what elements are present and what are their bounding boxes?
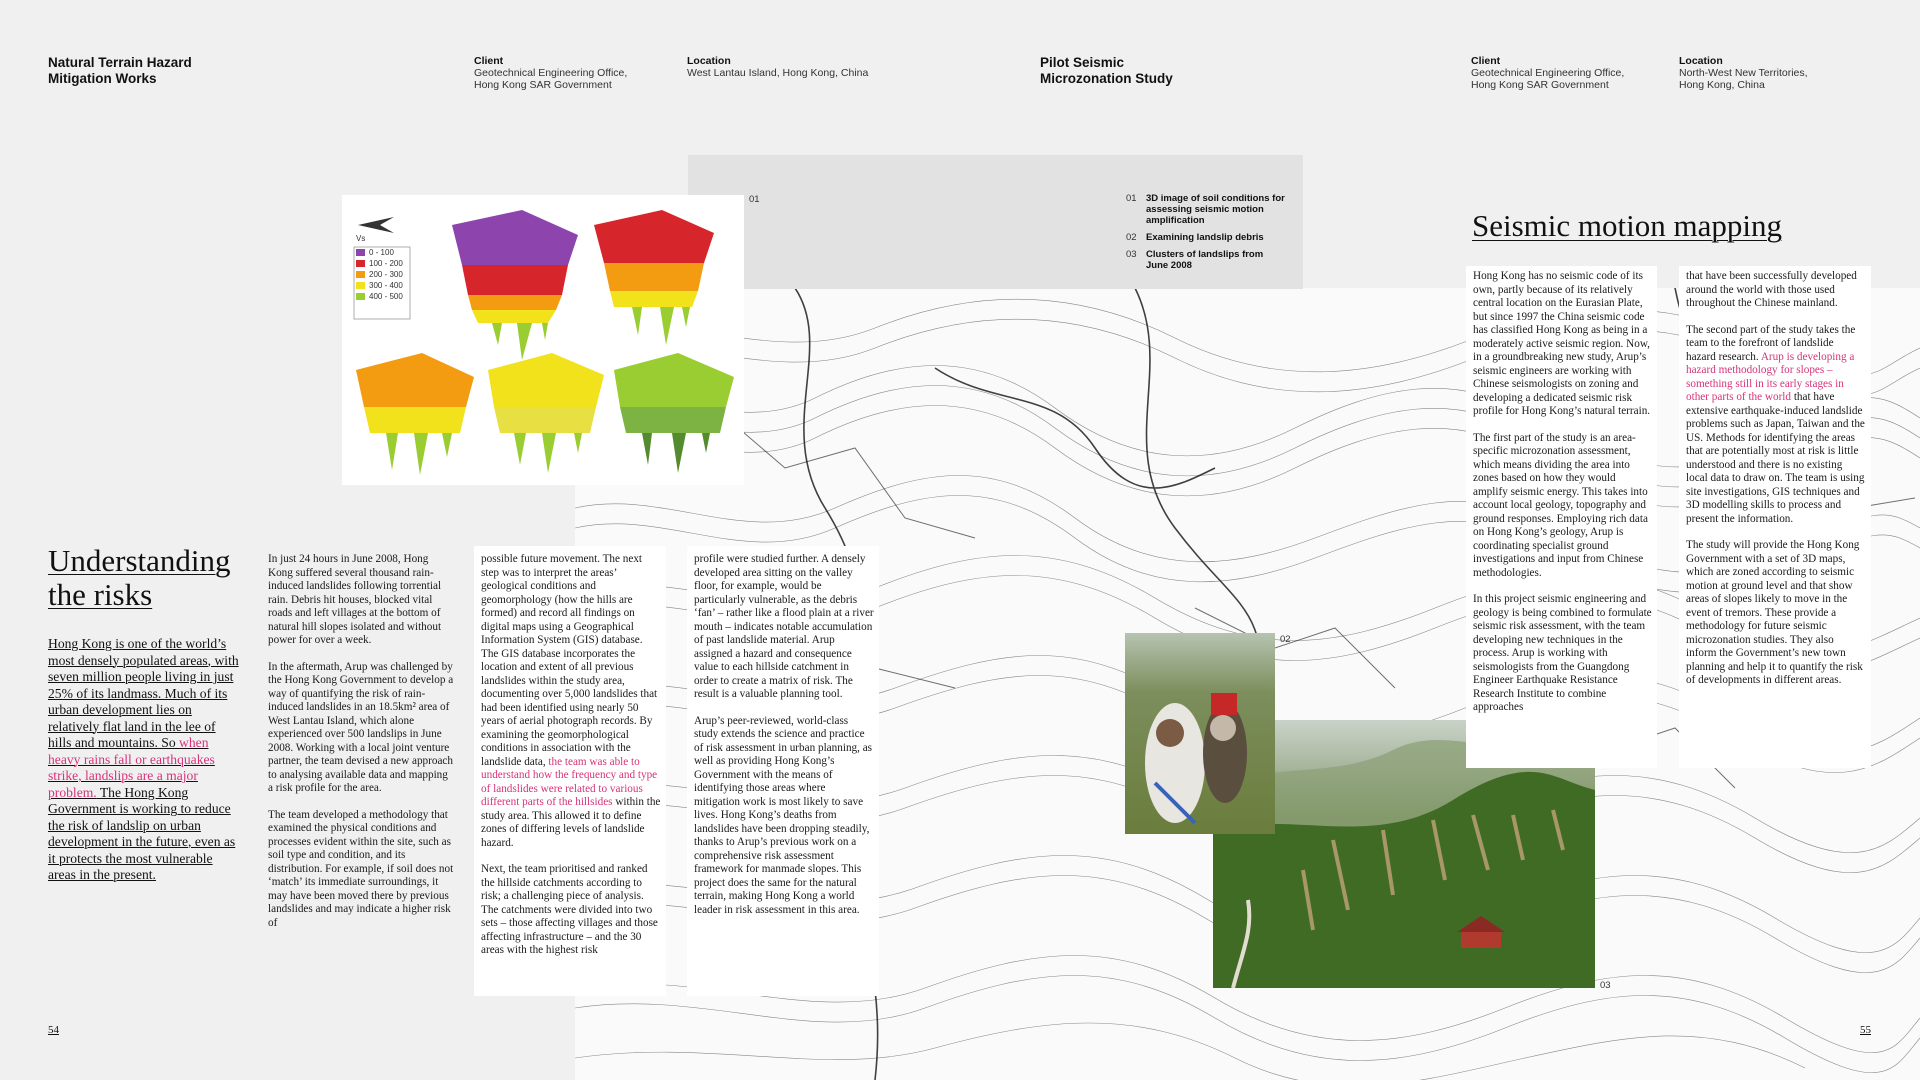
soil-3d-figure [342, 195, 744, 485]
body-paragraph: Hong Kong has no seismic code of its own, partly because of its relatively central location on the Eurasian Plate, but since 1997 the China seismic code has classified Hong Kong as being in a moderately active seismic region. Now, in a groundbreaking new study, Arup’s seismic engineers are working with Chinese seismologists on zoning and developing a dedicated seismic risk profile for Hong Kong’s natural terrain. [1473, 270, 1651, 417]
figure-marker-03: 03 [1600, 980, 1611, 991]
right-client-block [1471, 55, 1624, 91]
body-paragraph: In just 24 hours in June 2008, Hong Kong suffered several thousand rain-induced landslides following torrential rain. Debris hit houses, blocked vital roads and left villages at the bottom of natural hill slopes isolated and without power for over a week. [268, 553, 442, 646]
page-number-left: 54 [48, 1024, 59, 1036]
caption-number: 03 [1126, 249, 1137, 260]
figure-marker-02: 02 [1280, 634, 1291, 645]
intro-text: Hong Kong is one of the world’s most densely populated areas, with seven million people living in just 25% of its landmass. Much of its urban development lies on relatively flat land in the lee of hills and mountains. So [48, 636, 239, 750]
legend-label: 200 - 300 [369, 270, 403, 279]
body-paragraph: Arup’s peer-reviewed, world-class study extends the science and practice of risk assessment in urban planning, as well as providing Hong Kong’s Government with the means of identifying those areas where mitigation work is most likely to save lives. Hong Kong’s deaths from landslides have been dropping steadily, thanks to Arup’s previous work on a comprehensive risk assessment framework for manmade slopes. This project does the same for the natural terrain, making Hong Kong a world leader in risk assessment in this area. [694, 714, 873, 916]
right-location-label: Location [1679, 55, 1723, 67]
legend-item [356, 269, 403, 280]
body-text: that have extensive earthquake-induced landslide problems such as Japan, Taiwan and the US. Methods for identifying the areas that are potentially most at risk is little understood and there is no existing local data to draw on. The team is using site investigations, GIS techniques and 3D modelling skills to process and present the information. [1686, 391, 1865, 525]
left-heading-line2: the risks [48, 577, 153, 612]
right-project-title-line2: Microzonation Study [1040, 71, 1173, 86]
caption-number: 01 [1126, 193, 1137, 204]
left-location-block [687, 55, 868, 79]
body-text: possible future movement. The next step was to interpret the areas’ geological conditions and geomorphology (how the hills are formed) and record all findings on digital maps using a Geographical Information System (GIS) database. The GIS database incorporates the location and extent of all previous landslides within the study area, documenting over 5,000 landslides that had been identified using nearly 50 years of aerial photograph records. By examining the geomorphological conditions in association with the landslide data, [481, 553, 658, 768]
legend-label: 300 - 400 [369, 281, 403, 290]
body-paragraph: The study will provide the Hong Kong Government with a set of 3D maps, which are zoned according to seismic motion at ground level and that show areas of slopes likely to move in the event of tremors. These provide a methodology for future seismic microzonation studies. They also inform the Government’s new town planning and help it to quantify the risk of developments in different areas. [1686, 539, 1863, 686]
legend-item [356, 280, 403, 291]
intro-text-end: The Hong Kong Government is working to reduce the risk of landslip on urban development in the future, even as it protects the most vulnerable areas in the present. [48, 784, 236, 882]
right-client-value-line1: Geotechnical Engineering Office, [1471, 67, 1625, 79]
right-heading: Seismic motion mapping [1472, 208, 1782, 243]
legend-label: 100 - 200 [369, 259, 403, 268]
right-client-value-line2: Hong Kong SAR Government [1471, 79, 1609, 91]
caption-text: 3D image of soil conditions for assessing seismic motion amplification [1146, 193, 1285, 226]
left-col-2 [481, 553, 661, 971]
soil-legend [356, 233, 403, 302]
left-client-block [474, 55, 627, 91]
legend-label: 0 - 100 [369, 248, 394, 257]
body-paragraph: that have been successfully developed around the world with those used throughout the Chinese mainland. [1686, 270, 1857, 309]
body-paragraph: The team developed a methodology that examined the physical conditions and processes evident within the site, such as soil type and condition, and its distribution. For example, if soil does not ‘match’ its immediate surroundings, it may have been moved there by previous landslides and may indicate a higher risk of [268, 808, 454, 929]
body-paragraph: profile were studied further. A densely developed area sitting on the valley floor, for example, would be particularly vulnerable, as the debris ‘fan’ – rather like a flood plain at a river mouth – indicates notable accumulation of past landslide material. Arup assigned a hazard and consequence value to each hillside catchment in order to create a matrix of risk. The result is a valuable planning tool. [694, 553, 874, 700]
left-project-title-line1: Natural Terrain Hazard [48, 55, 192, 70]
body-highlight: the team was able to understand how the frequency and type of landslides were related to various different parts of the hillsides [481, 755, 658, 808]
right-project-title-line1: Pilot Seismic [1040, 55, 1125, 70]
left-client-value-line2: Hong Kong SAR Government [474, 79, 612, 91]
caption-text: Clusters of landslips from June 2008 [1146, 249, 1264, 271]
right-location-block [1679, 55, 1808, 91]
left-location-value: West Lantau Island, Hong Kong, China [687, 67, 869, 79]
right-col-1 [1473, 270, 1653, 728]
left-project-title-line2: Mitigation Works [48, 71, 157, 86]
legend-title: Vs [356, 234, 366, 243]
body-paragraph: The first part of the study is an area-specific microzonation assessment, which means dividing the area into zones based on how they would amplify seismic energy. This takes into account local geology, topography and ground responses. Employing rich data on Hong Kong’s geology, Arup is coordinating specialist ground investigations and input from Chinese methodologies. [1473, 431, 1648, 579]
legend-swatch [356, 260, 365, 267]
body-paragraph: In the aftermath, Arup was challenged by the Hong Kong Government to develop a way of quantifying the risk of rain-induced landslides in an 18.5km² area of West Lantau Island, which alone experienced over 500 landslips in June 2008. Working with a local joint venture partner, the team devised a new approach to analysing available data and mapping a risk profile for the area. [268, 660, 454, 794]
caption-text: Examining landslip debris [1146, 232, 1264, 243]
body-highlight: Arup is developing a hazard methodology for slopes – something still in its early stages in other parts of the world [1686, 350, 1855, 403]
legend-item [356, 291, 403, 302]
legend-item [356, 247, 403, 258]
body-text: within the study area. This allowed it to define zones of differing levels of landslide hazard. [481, 796, 661, 849]
left-client-value-line1: Geotechnical Engineering Office, [474, 67, 628, 79]
right-location-value-line2: Hong Kong, China [1679, 79, 1765, 91]
body-paragraph: In this project seismic engineering and geology is being combined to formulate seismic risk assessment, with the team developing new techniques in the process. Arup is working with seismologists from the Guangdong Engineer Earthquake Resistance Research Institute to combine approaches [1473, 593, 1652, 713]
left-client-label: Client [474, 55, 504, 67]
left-project-title [48, 55, 192, 87]
legend-item [356, 258, 403, 269]
body-paragraph [1686, 324, 1866, 527]
legend-swatch [356, 249, 365, 256]
debris-photo-graphic [1125, 633, 1275, 834]
legend-swatch [356, 293, 365, 300]
left-heading [48, 544, 231, 612]
body-paragraph [481, 553, 661, 850]
caption-item-2 [1126, 232, 1286, 243]
left-col-1 [268, 553, 455, 943]
legend-swatch [356, 271, 365, 278]
caption-item-1 [1126, 193, 1286, 226]
page-number-right: 55 [1860, 1024, 1871, 1036]
photo-landslip-debris [1125, 633, 1275, 834]
right-col-2 [1686, 270, 1866, 701]
left-location-label: Location [687, 55, 731, 67]
right-location-value-line1: North-West New Territories, [1679, 67, 1808, 79]
legend-label: 400 - 500 [369, 292, 403, 301]
intro-highlight: when heavy rains fall or earthquakes strike, landslips are a major problem. [48, 735, 215, 800]
body-text: The second part of the study takes the team to the forefront of landslide hazard research. [1686, 323, 1856, 363]
left-intro [48, 636, 240, 884]
left-col-3 [694, 553, 874, 930]
body-paragraph: Next, the team prioritised and ranked the hillside catchments according to risk; a challenging piece of analysis. The catchments were divided into two sets – those affecting villages and those affecting infrastructure – and the 30 areas with the highest risk [481, 863, 658, 956]
caption-item-3 [1126, 249, 1286, 271]
legend-swatch [356, 282, 365, 289]
left-heading-line1: Understanding [48, 543, 231, 578]
figure-marker-01: 01 [749, 194, 760, 205]
right-project-title [1040, 55, 1173, 87]
right-client-label: Client [1471, 55, 1501, 67]
caption-list [1126, 193, 1286, 271]
caption-number: 02 [1126, 232, 1137, 243]
